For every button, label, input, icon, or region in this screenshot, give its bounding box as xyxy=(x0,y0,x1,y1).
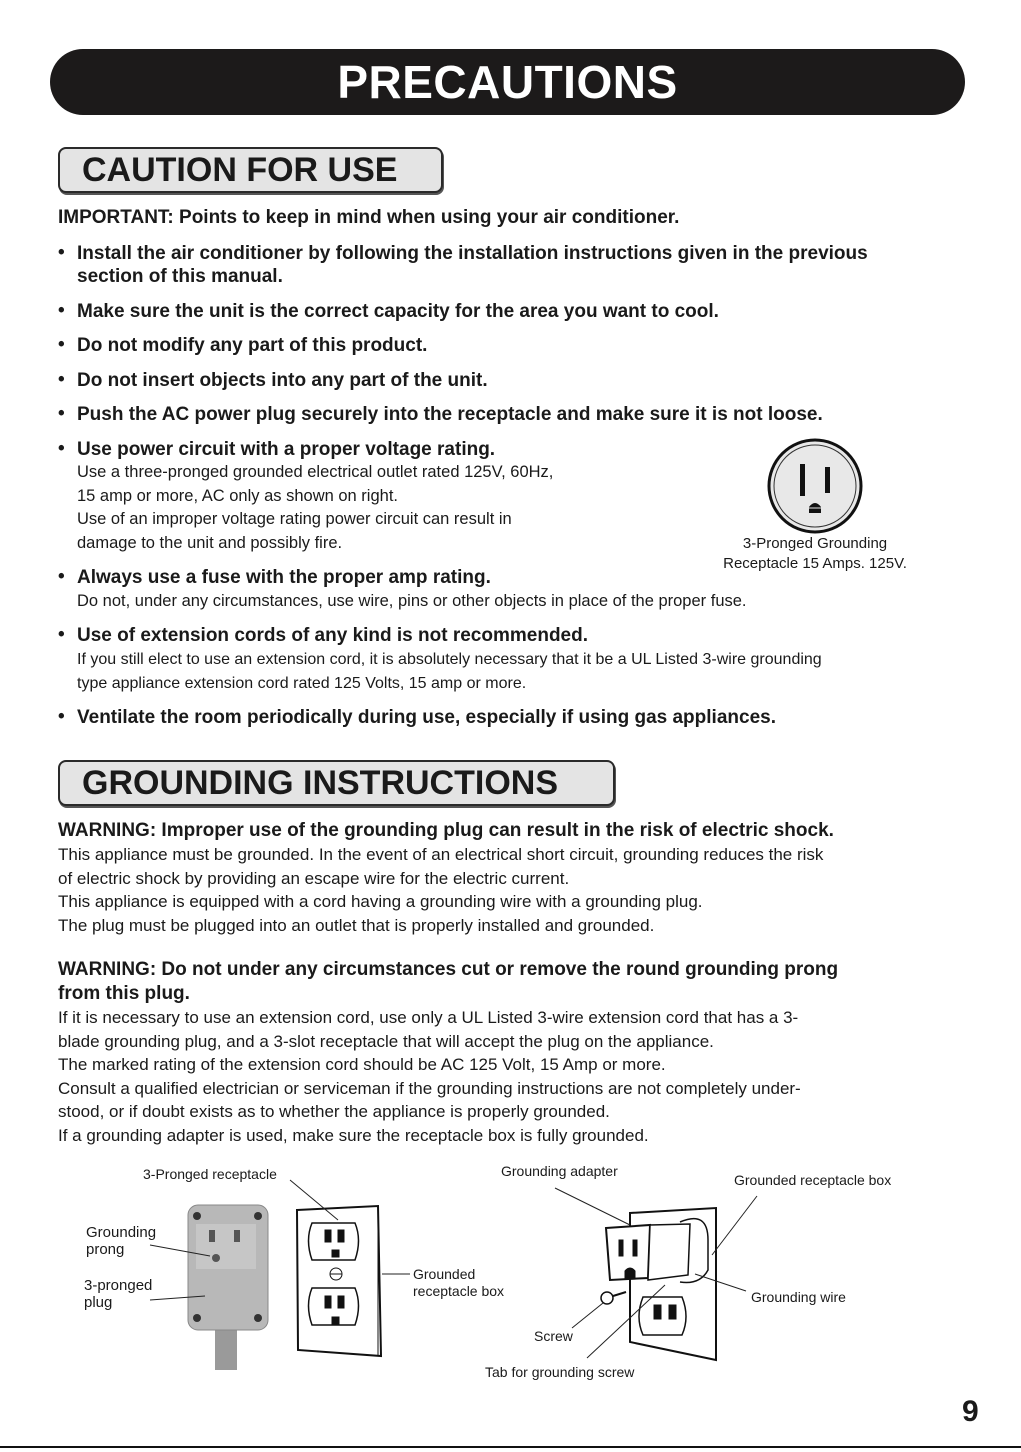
bullet-icon: • xyxy=(58,566,65,587)
important-intro: IMPORTANT: Points to keep in mind when using your air conditioner. xyxy=(58,207,680,228)
grounding-diagram xyxy=(0,1160,1021,1390)
label-grounding-prong xyxy=(86,1224,156,1258)
paragraph-line: stood, or if doubt exists as to whether the appliance is properly grounded. xyxy=(58,1102,610,1121)
warning-2-line-1: WARNING: Do not under any circumstances cut or remove the round grounding prong xyxy=(58,959,839,980)
caution-item-4: Do not insert objects into any part of the unit. xyxy=(77,370,488,391)
receptacle-caption-line-1: 3-Pronged Grounding xyxy=(742,535,888,552)
detail-line: Use of an improper voltage rating power circuit can result in xyxy=(77,510,512,528)
caution-item-1 xyxy=(77,242,868,288)
label-line: plug xyxy=(84,1294,113,1311)
caution-item-8-detail xyxy=(77,648,822,695)
caution-item-9: Ventilate the room periodically during use, especially if using gas appliances. xyxy=(77,707,776,728)
caution-item-7: Always use a fuse with the proper amp rating. xyxy=(77,567,491,588)
bullet-icon: • xyxy=(58,438,65,459)
label-three-pronged-receptacle: 3-Pronged receptacle xyxy=(143,1166,277,1182)
grounding-paragraph-2 xyxy=(58,1006,801,1147)
section-heading-grounding xyxy=(58,760,615,806)
caution-heading-text: CAUTION FOR USE xyxy=(82,150,398,189)
warning-2-line-2: from this plug. xyxy=(58,983,190,1004)
caution-item-5: Push the AC power plug securely into the receptacle and make sure it is not loose. xyxy=(77,404,823,425)
label-grounded-receptacle-box-right: Grounded receptacle box xyxy=(734,1172,892,1188)
three-pronged-plug-icon xyxy=(188,1205,268,1370)
bullet-icon: • xyxy=(58,624,65,645)
caution-item-7-detail: Do not, under any circumstances, use wire, pins or other objects in place of the proper fuse. xyxy=(77,592,747,610)
grounding-paragraph-1 xyxy=(58,843,823,937)
receptacle-caption-line-2: Receptacle 15 Amps. 125V. xyxy=(723,555,907,572)
detail-line: Use a three-pronged grounded electrical outlet rated 125V, 60Hz, xyxy=(77,463,554,481)
paragraph-line: of electric shock by providing an escape wire for the electric current. xyxy=(58,868,570,888)
caution-item-6: Use power circuit with a proper voltage rating. xyxy=(77,439,496,460)
detail-line: damage to the unit and possibly fire. xyxy=(77,533,343,552)
detail-line: type appliance extension cord rated 125 Volts, 15 amp or more. xyxy=(77,674,527,692)
label-tab-for-grounding-screw: Tab for grounding screw xyxy=(485,1364,635,1380)
paragraph-line: If a grounding adapter is used, make sure the receptacle box is fully grounded. xyxy=(58,1125,649,1145)
caution-item-3: Do not modify any part of this product. xyxy=(77,335,428,356)
paragraph-line: blade grounding plug, and a 3-slot receptacle that will accept the plug on the appliance. xyxy=(58,1031,714,1051)
warning-1: WARNING: Improper use of the grounding plug can result in the risk of electric shock. xyxy=(58,820,834,841)
label-line: Grounding xyxy=(86,1224,157,1241)
receptacle-caption xyxy=(700,534,930,574)
page-number: 9 xyxy=(962,1395,979,1428)
label-three-pronged-plug xyxy=(84,1277,152,1311)
detail-line: 15 amp or more, AC only as shown on right. xyxy=(77,486,398,505)
label-line: prong xyxy=(86,1241,125,1258)
paragraph-line: Consult a qualified electrician or serviceman if the grounding instructions are not completely under- xyxy=(58,1078,801,1098)
page-title: PRECAUTIONS xyxy=(337,56,678,108)
label-grounded-receptacle-box-left xyxy=(413,1266,504,1300)
duplex-receptacle-icon xyxy=(297,1206,381,1356)
caution-item-6-detail xyxy=(77,461,553,555)
label-screw: Screw xyxy=(534,1328,573,1344)
label-line: 3-pronged xyxy=(84,1277,153,1294)
bullet-icon: • xyxy=(58,369,65,390)
section-heading-caution xyxy=(58,147,443,193)
grounding-receptacle-icon xyxy=(766,437,864,535)
paragraph-line: The plug must be plugged into an outlet that is properly installed and grounded. xyxy=(58,915,655,935)
caution-item-1-line-2: section of this manual. xyxy=(77,266,283,287)
grounding-adapter-receptacle-icon xyxy=(601,1208,716,1360)
bullet-icon: • xyxy=(58,334,65,355)
paragraph-line: This appliance must be grounded. In the event of an electrical short circuit, grounding reduces the risk xyxy=(58,845,824,864)
caution-item-1-line-1: Install the air conditioner by following the installation instructions given in the previous xyxy=(77,243,868,264)
label-grounding-adapter: Grounding adapter xyxy=(501,1163,618,1179)
paragraph-line: This appliance is equipped with a cord having a grounding wire with a grounding plug. xyxy=(58,892,703,911)
bullet-icon: • xyxy=(58,242,65,263)
caution-item-8: Use of extension cords of any kind is not recommended. xyxy=(77,625,588,646)
bullet-icon: • xyxy=(58,706,65,727)
paragraph-line: If it is necessary to use an extension cord, use only a UL Listed 3-wire extension cord that has a 3- xyxy=(58,1008,799,1027)
paragraph-line: The marked rating of the extension cord should be AC 125 Volt, 15 Amp or more. xyxy=(58,1055,666,1074)
label-line: receptacle box xyxy=(413,1283,505,1299)
detail-line: If you still elect to use an extension cord, it is absolutely necessary that it be a UL Listed 3-wire grounding xyxy=(77,651,822,668)
bullet-icon: • xyxy=(58,300,65,321)
page-title-banner xyxy=(50,49,965,115)
label-grounding-wire: Grounding wire xyxy=(751,1289,846,1305)
label-line: Grounded xyxy=(413,1266,476,1282)
caution-item-2: Make sure the unit is the correct capacity for the area you want to cool. xyxy=(77,301,719,322)
grounding-heading-text: GROUNDING INSTRUCTIONS xyxy=(82,763,558,802)
bottom-rule xyxy=(0,1446,1021,1448)
warning-2 xyxy=(58,958,838,1006)
bullet-icon: • xyxy=(58,403,65,424)
